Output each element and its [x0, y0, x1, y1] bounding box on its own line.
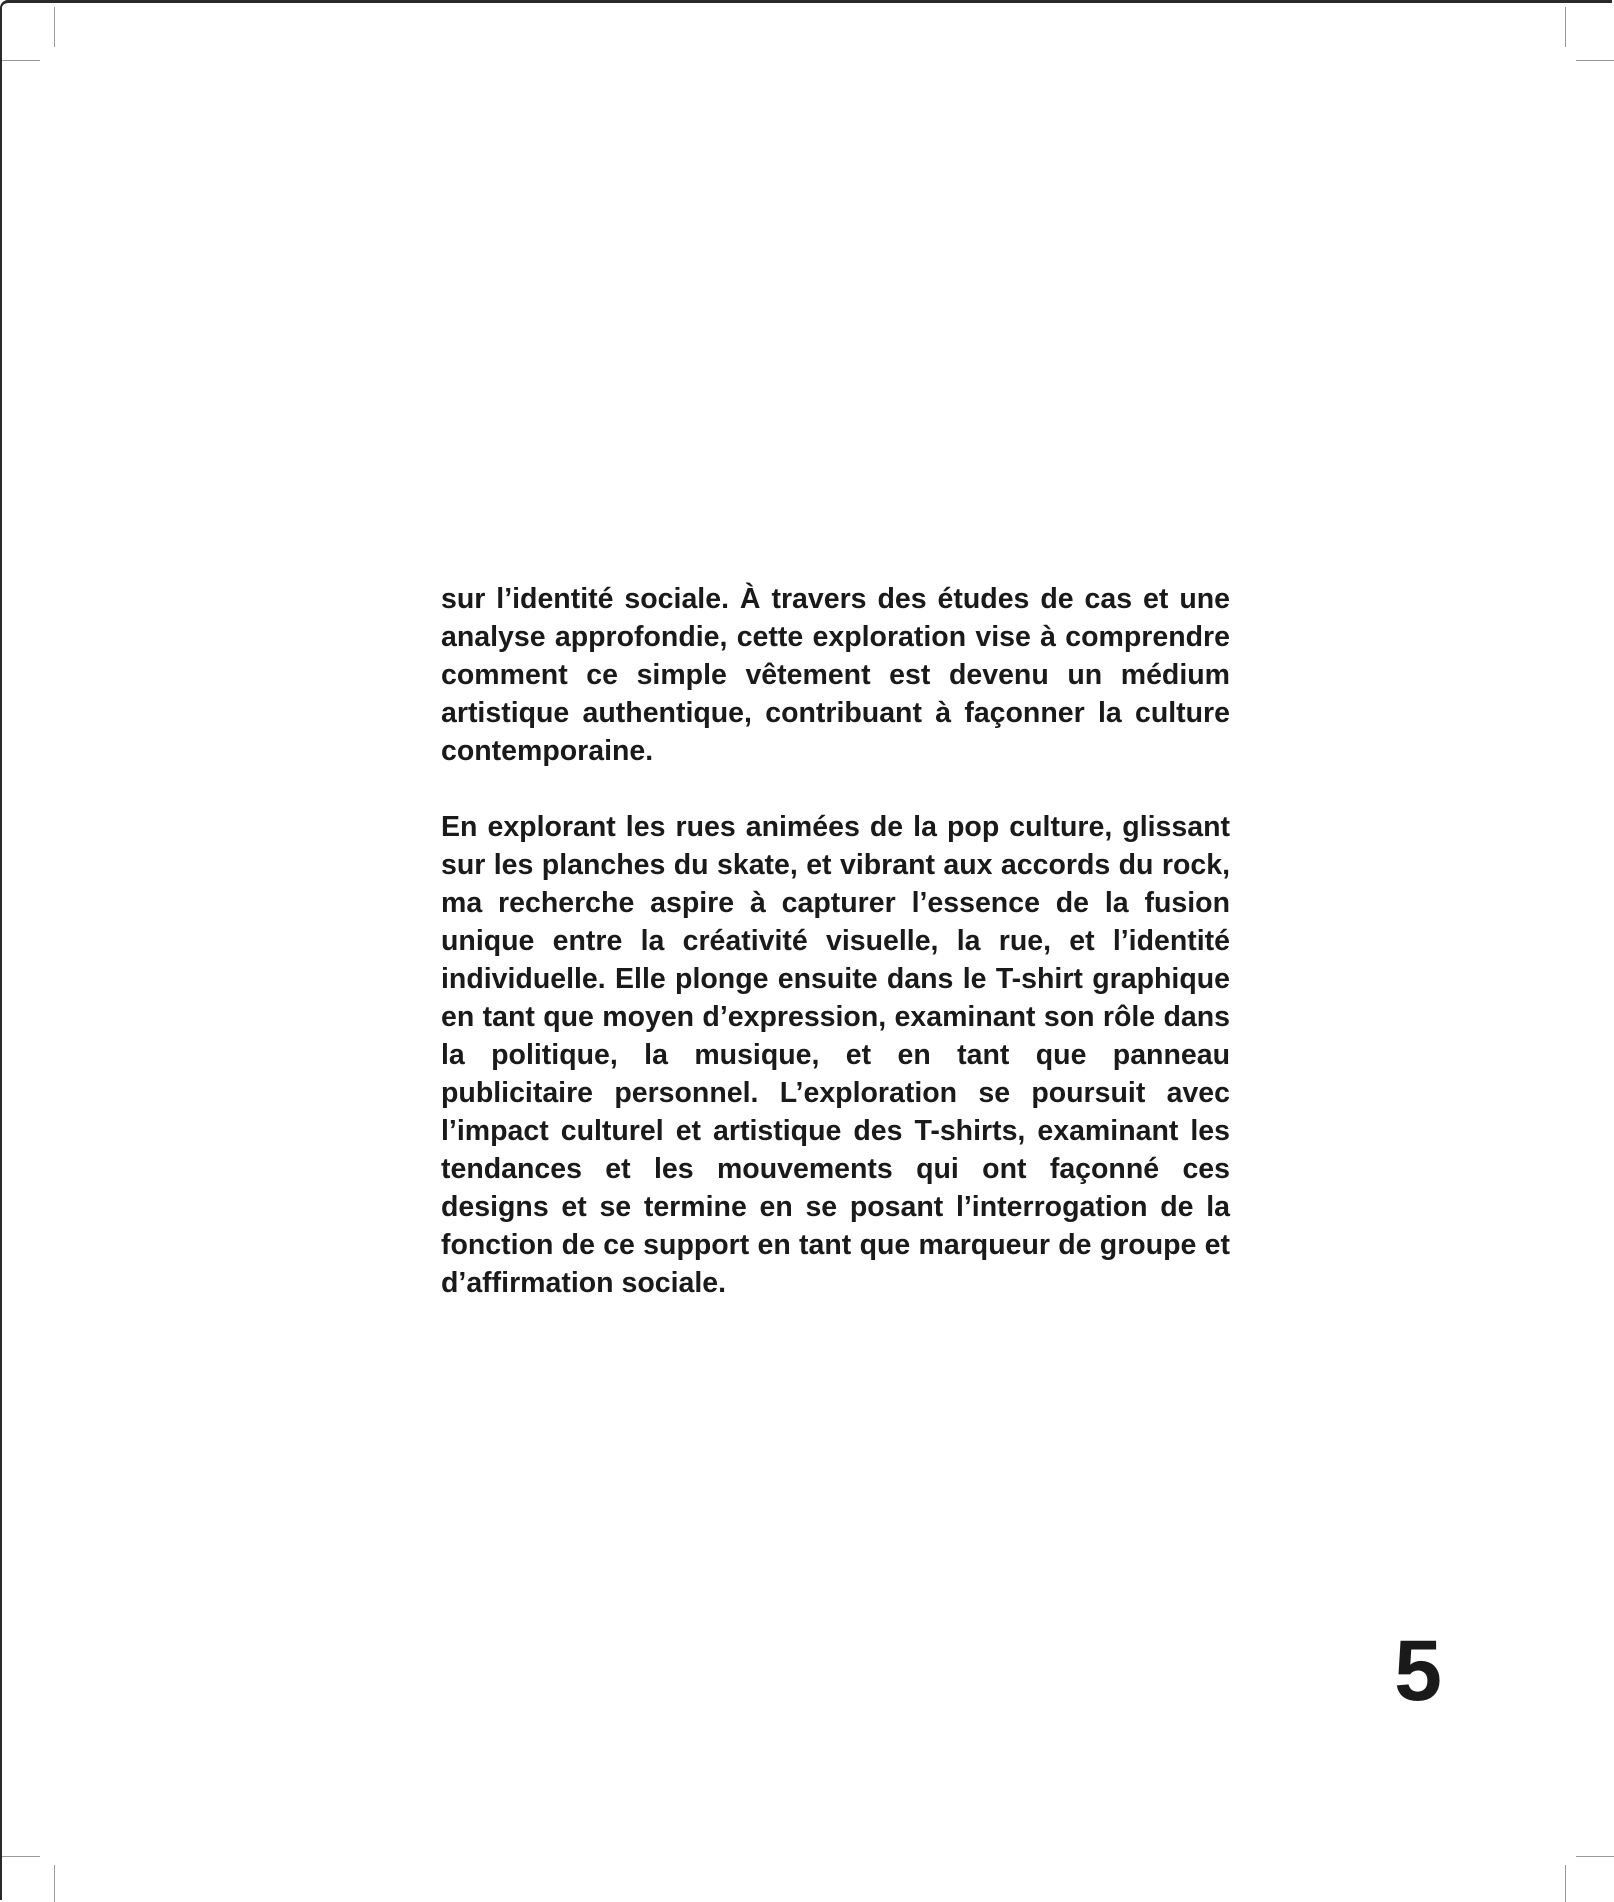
- crop-mark-top-right-horizontal: [1576, 60, 1614, 61]
- crop-mark-top-left-vertical: [54, 7, 55, 47]
- crop-mark-top-right-vertical: [1565, 7, 1566, 47]
- page-number: 5: [1394, 1623, 1442, 1719]
- crop-mark-bottom-right-horizontal: [1576, 1856, 1614, 1857]
- crop-mark-bottom-left-horizontal: [2, 1856, 40, 1857]
- paragraph-2: En explorant les rues animées de la pop culture, glissant sur les planches du skate, et vibrant aux accords du rock, ma recherche aspire à capturer l’essence de la fusion unique entre la créativité visuelle, la rue, et l’identité individuelle. Elle plonge ensuite dans le T-shirt graphique en tant que moyen d’expression, examinant son rôle dans la politique, la musique, et en tant que panneau publicitaire personnel. L’exploration se poursuit avec l’impact culturel et artistique des T-shirts, examinant les tendances et les mouvements qui ont façonné ces designs et se termine en se posant l’interrogation de la fonction de ce support en tant que marqueur de groupe et d’affirmation sociale.: [441, 811, 1230, 1299]
- crop-mark-top-left-horizontal: [2, 60, 40, 61]
- body-text: [441, 580, 1230, 1302]
- crop-mark-bottom-left-vertical: [54, 1865, 55, 1902]
- crop-mark-bottom-right-vertical: [1565, 1865, 1566, 1902]
- paragraph-1: sur l’identité sociale. À travers des études de cas et une analyse approfondie, cette exploration vise à comprendre comment ce simple vêtement est devenu un médium artistique authentique, contribuant à façonner la culture contemporaine.: [441, 583, 1230, 767]
